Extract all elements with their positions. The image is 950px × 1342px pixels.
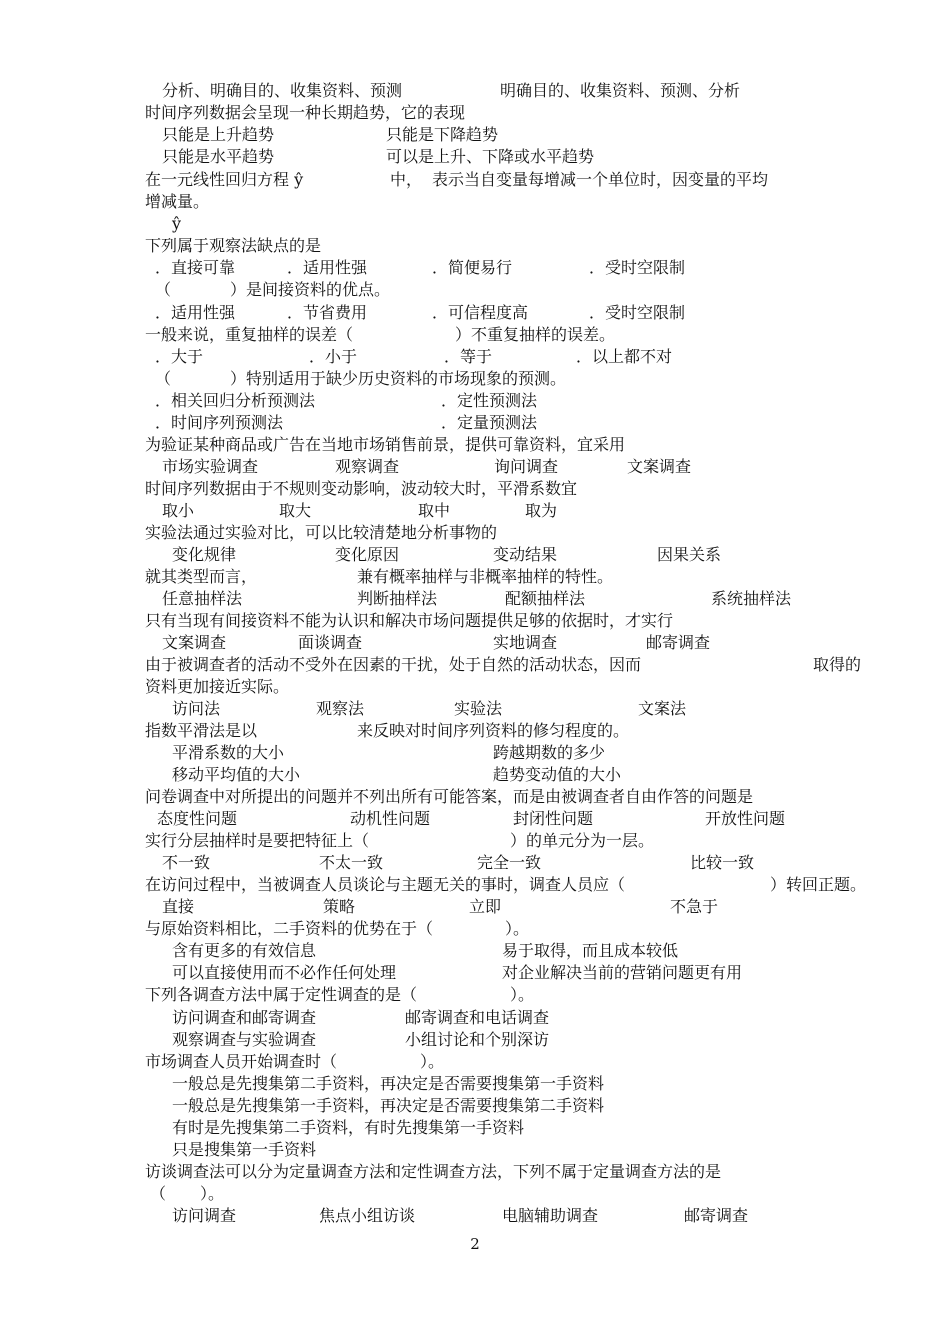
text-segment: 实验法通过实验对比，可以比较清楚地分析事物的	[145, 523, 498, 542]
text-segment: 判断抽样法	[357, 589, 438, 608]
text-segment: 移动平均值的大小	[172, 765, 301, 784]
text-line	[0, 434, 950, 456]
text-segment: 态度性问题	[157, 809, 238, 828]
text-line	[0, 940, 950, 962]
text-segment: 市场实验调查	[162, 457, 259, 476]
text-segment: （	[150, 1184, 167, 1203]
text-segment: 观察调查与实验调查	[172, 1030, 317, 1049]
text-segment: 观察调查	[335, 457, 400, 476]
text-segment: ．适用性强	[155, 303, 236, 322]
text-line	[0, 478, 950, 500]
text-line	[0, 500, 950, 522]
text-segment: 对企业解决当前的营销问题更有用	[502, 963, 743, 982]
text-segment: 封闭性问题	[513, 809, 594, 828]
text-segment: 一般总是先搜集第一手资料，再决定是否需要搜集第二手资料	[172, 1096, 605, 1115]
text-segment: 取大	[279, 501, 312, 520]
text-segment: 比较一致	[690, 853, 755, 872]
text-line	[0, 80, 950, 102]
text-line	[0, 808, 950, 830]
text-segment: 策略	[323, 897, 356, 916]
text-line	[0, 544, 950, 566]
text-line	[0, 324, 950, 346]
text-segment: 兼有概率抽样与非概率抽样的特性。	[357, 567, 614, 586]
text-line	[0, 146, 950, 168]
text-segment: 文案法	[638, 699, 687, 718]
text-segment: ．定性预测法	[441, 391, 538, 410]
text-segment: 下列属于观察法缺点的是	[145, 236, 322, 255]
text-segment: ．定量预测法	[441, 413, 538, 432]
text-line	[0, 632, 950, 654]
text-line	[0, 742, 950, 764]
text-line	[0, 830, 950, 852]
text-segment: ）。	[420, 1052, 445, 1071]
text-segment: 焦点小组访谈	[319, 1206, 416, 1225]
text-segment: 变动结果	[493, 545, 558, 564]
text-segment: 取得的	[813, 655, 862, 674]
text-segment: 一般总是先搜集第二手资料，再决定是否需要搜集第一手资料	[172, 1074, 605, 1093]
text-segment: 系统抽样法	[711, 589, 792, 608]
text-segment: 由于被调查者的活动不受外在因素的干扰，处于自然的活动状态，因而	[145, 655, 642, 674]
text-segment: 不急于	[670, 897, 719, 916]
text-segment: 取小	[162, 501, 195, 520]
text-line	[0, 764, 950, 786]
text-segment: 在一元线性回归方程 ŷ	[145, 170, 304, 189]
text-segment: 只能是水平趋势	[162, 147, 275, 166]
text-segment: ．可信程度高	[432, 303, 529, 322]
text-segment: 小组讨论和个别深访	[405, 1030, 550, 1049]
text-segment: 平滑系数的大小	[172, 743, 285, 762]
text-segment: 时间序列数据会呈现一种长期趋势，它的表现	[145, 103, 466, 122]
text-segment: 实地调查	[493, 633, 558, 652]
text-segment: 含有更多的有效信息	[172, 941, 317, 960]
text-segment: 只能是上升趋势	[162, 125, 275, 144]
text-line	[0, 610, 950, 632]
text-segment: 观察法	[316, 699, 365, 718]
text-line	[0, 169, 950, 191]
text-segment: 动机性问题	[350, 809, 431, 828]
text-segment: 指数平滑法是以	[145, 721, 258, 740]
text-line	[0, 213, 950, 235]
text-line	[0, 522, 950, 544]
text-segment: 有时是先搜集第二手资料，有时先搜集第一手资料	[172, 1118, 525, 1137]
text-segment: 中，	[390, 170, 423, 189]
text-segment: ．小于	[309, 347, 358, 366]
text-segment: 不一致	[162, 853, 211, 872]
text-line	[0, 1007, 950, 1029]
text-segment: 市场调查人员开始调查时（	[145, 1052, 338, 1071]
text-segment: ．时间序列预测法	[155, 413, 284, 432]
text-line	[0, 962, 950, 984]
text-segment: 为验证某种商品或广告在当地市场销售前景，提供可靠资料，宜采用	[145, 435, 626, 454]
text-line	[0, 654, 950, 676]
text-line	[0, 1051, 950, 1073]
text-segment: 邮寄调查和电话调查	[405, 1008, 550, 1027]
text-segment: 访谈调查法可以分为定量调查方法和定性调查方法，下列不属于定量调查方法的是	[145, 1162, 722, 1181]
text-line	[0, 852, 950, 874]
text-segment: 文案调查	[162, 633, 227, 652]
text-segment: 跨越期数的多少	[493, 743, 606, 762]
text-line	[0, 456, 950, 478]
text-line	[0, 896, 950, 918]
text-segment: ．节省费用	[287, 303, 368, 322]
text-segment: ）特别适用于缺少历史资料的市场现象的预测。	[230, 369, 567, 388]
text-line	[0, 235, 950, 257]
text-segment: 不太一致	[319, 853, 384, 872]
text-segment: 问卷调查中对所提出的问题并不列出所有可能答案，而是由被调查者自由作答的问题是	[145, 787, 754, 806]
text-segment: 电脑辅助调查	[502, 1206, 599, 1225]
text-segment: 分析、明确目的、收集资料、预测	[162, 81, 403, 100]
text-segment: 完全一致	[477, 853, 542, 872]
text-line	[0, 588, 950, 610]
text-line	[0, 1117, 950, 1139]
text-segment: ．大于	[155, 347, 204, 366]
text-segment: 访问调查和邮寄调查	[172, 1008, 317, 1027]
text-segment: ．受时空限制	[589, 258, 686, 277]
text-segment: 趋势变动值的大小	[493, 765, 622, 784]
text-segment: 只能是下降趋势	[386, 125, 499, 144]
text-segment: 变化原因	[335, 545, 400, 564]
text-line	[0, 1073, 950, 1095]
text-segment: 访问法	[172, 699, 221, 718]
text-line	[0, 346, 950, 368]
text-line	[0, 191, 950, 213]
text-segment: 邮寄调查	[684, 1206, 749, 1225]
text-segment: 配额抽样法	[505, 589, 586, 608]
text-segment: 询问调查	[494, 457, 559, 476]
text-segment: ）。	[200, 1184, 225, 1203]
text-segment: 可以是上升、下降或水平趋势	[386, 147, 595, 166]
text-segment: ）。	[510, 985, 535, 1004]
text-segment: 任意抽样法	[162, 589, 243, 608]
text-segment: 可以直接使用而不必作任何处理	[172, 963, 397, 982]
text-segment: ）转回正题。	[770, 875, 867, 894]
text-segment: 开放性问题	[705, 809, 786, 828]
text-line	[0, 786, 950, 808]
text-segment: ．相关回归分析预测法	[155, 391, 316, 410]
text-segment: 来反映对时间序列资料的修匀程度的。	[357, 721, 630, 740]
text-line	[0, 124, 950, 146]
text-segment: ．适用性强	[287, 258, 368, 277]
text-segment: 增减量。	[145, 192, 210, 211]
text-segment: 立即	[469, 897, 502, 916]
text-segment: 实行分层抽样时是要把特征上（	[145, 831, 370, 850]
text-segment: 访问调查	[172, 1206, 237, 1225]
text-segment: 表示当自变量每增减一个单位时，因变量的平均	[432, 170, 769, 189]
text-segment: 时间序列数据由于不规则变动影响，波动较大时，平滑系数宜	[145, 479, 578, 498]
text-line	[0, 1029, 950, 1051]
text-segment: ．等于	[444, 347, 493, 366]
text-segment: 直接	[162, 897, 195, 916]
text-line	[0, 720, 950, 742]
text-segment: 实验法	[454, 699, 503, 718]
text-line	[0, 257, 950, 279]
text-segment: 面谈调查	[298, 633, 363, 652]
text-segment: 文案调查	[627, 457, 692, 476]
text-segment: 因果关系	[657, 545, 722, 564]
text-line	[0, 566, 950, 588]
text-segment: ）是间接资料的优点。	[230, 280, 391, 299]
text-segment: 取为	[525, 501, 558, 520]
text-segment: 只有当现有间接资料不能为认识和解决市场问题提供足够的依据时，才实行	[145, 611, 674, 630]
text-line	[0, 279, 950, 301]
text-segment: 只是搜集第一手资料	[172, 1140, 317, 1159]
text-line	[0, 412, 950, 434]
text-segment: 变化规律	[172, 545, 237, 564]
text-line	[0, 302, 950, 324]
text-line	[0, 676, 950, 698]
text-segment: 明确目的、收集资料、预测、分析	[500, 81, 741, 100]
text-line	[0, 1205, 950, 1227]
text-segment: 取中	[418, 501, 451, 520]
text-segment: 资料更加接近实际。	[145, 677, 290, 696]
text-segment: 邮寄调查	[646, 633, 711, 652]
text-segment: ．以上都不对	[576, 347, 673, 366]
text-segment: 就其类型而言，	[145, 567, 258, 586]
text-line	[0, 918, 950, 940]
text-segment: ）。	[505, 919, 530, 938]
text-segment: （	[155, 369, 172, 388]
text-line	[0, 698, 950, 720]
text-segment: 在访问过程中，当被调查人员谈论与主题无关的事时，调查人员应（	[145, 875, 626, 894]
text-segment: （	[155, 280, 172, 299]
text-line	[0, 1139, 950, 1161]
text-line	[0, 390, 950, 412]
text-line	[0, 1161, 950, 1183]
text-line	[0, 368, 950, 390]
text-segment: ŷ	[172, 214, 182, 233]
text-segment: 下列各调查方法中属于定性调查的是（	[145, 985, 418, 1004]
text-segment: ．受时空限制	[589, 303, 686, 322]
text-segment: 与原始资料相比，二手资料的优势在于（	[145, 919, 434, 938]
text-segment: ．直接可靠	[155, 258, 236, 277]
text-line	[0, 874, 950, 896]
text-line	[0, 102, 950, 124]
text-segment: ）不重复抽样的误差。	[455, 325, 616, 344]
text-line	[0, 1183, 950, 1205]
page-number: 2	[470, 1235, 480, 1253]
text-segment: ）的单元分为一层。	[510, 831, 655, 850]
text-segment: 易于取得，而且成本较低	[502, 941, 679, 960]
text-line	[0, 984, 950, 1006]
text-segment: ．简便易行	[432, 258, 513, 277]
text-line	[0, 1095, 950, 1117]
text-segment: 一般来说，重复抽样的误差（	[145, 325, 354, 344]
